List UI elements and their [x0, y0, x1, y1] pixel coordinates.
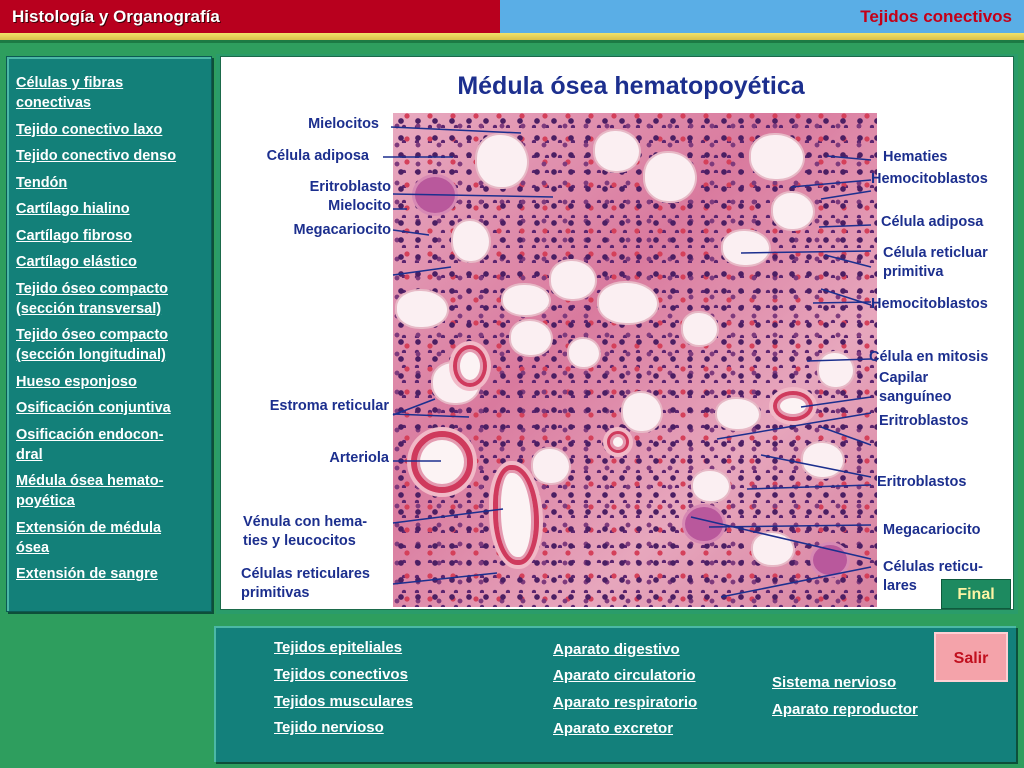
adipose-cell: [723, 231, 769, 265]
page-title: Médula ósea hematopoyética: [457, 72, 805, 100]
sidebar-item-cartilago-fibroso[interactable]: Cartílago fibroso: [16, 227, 133, 244]
label-mielocitos: Mielocitos: [308, 116, 379, 132]
label-celulas-reticulares: Células reticu- lares: [883, 559, 983, 594]
adipose-cell: [803, 443, 843, 477]
capillary: [773, 391, 813, 421]
adipose-cell: [819, 353, 853, 387]
label-mielocito: Mielocito: [328, 198, 391, 214]
sidebar-item-cartilago-hialino[interactable]: Cartílago hialino: [16, 201, 130, 217]
adipose-cell: [533, 449, 569, 483]
adipose-cell: [503, 285, 549, 315]
nav-aparato-excretor[interactable]: Aparato excretor: [553, 720, 674, 737]
sidebar-item-osificacion-conjuntiva[interactable]: Osificación conjuntiva: [16, 400, 171, 416]
content-area: [220, 56, 1014, 610]
label-celula-adiposa-left: Célula adiposa: [266, 148, 369, 164]
header-divider-shadow: [0, 40, 1024, 43]
adipose-cell: [569, 339, 599, 367]
sidebar-item-tejido-denso[interactable]: Tejido conectivo denso: [16, 148, 177, 164]
adipose-cell: [645, 153, 695, 201]
app-title: Histología y Organografía: [12, 7, 220, 26]
sidebar-item-celulas-fibras[interactable]: Células y fibras conectivas: [16, 75, 124, 111]
adipose-cell: [511, 321, 551, 355]
label-celulas-reticulares-primitivas: Células reticulares primitivas: [241, 566, 370, 601]
label-celula-adiposa-right: Célula adiposa: [881, 214, 984, 230]
sidebar-item-tendon[interactable]: Tendón: [16, 174, 68, 191]
nav-sistema-nervioso[interactable]: Sistema nervioso: [772, 674, 897, 691]
sidebar-item-oseo-transversal[interactable]: Tejido óseo compacto (sección transversal): [16, 280, 169, 317]
nav-aparato-reproductor[interactable]: Aparato reproductor: [772, 701, 918, 718]
sidebar: [6, 56, 212, 612]
nav-tejido-nervioso[interactable]: Tejido nervioso: [274, 719, 384, 736]
label-hemocitoblastos-2: Hemocitoblastos: [871, 296, 988, 312]
sidebar-item-hueso-esponjoso[interactable]: Hueso esponjoso: [16, 373, 137, 390]
adipose-cell: [717, 399, 759, 429]
sidebar-item-cartilago-elastico[interactable]: Cartílago elástico: [16, 254, 137, 270]
adipose-cell: [477, 135, 527, 187]
label-arteriola: Arteriola: [329, 450, 389, 466]
adipose-cell: [693, 471, 729, 501]
nav-aparato-digestivo[interactable]: Aparato digestivo: [553, 641, 680, 658]
label-venula: Vénula con hema- ties y leucocitos: [243, 514, 368, 549]
venule: [493, 465, 539, 565]
adipose-cell: [683, 313, 717, 345]
label-estroma-reticular: Estroma reticular: [269, 398, 389, 414]
content-panel: [216, 54, 1018, 614]
bottom-nav: [214, 626, 1016, 762]
adipose-cell: [773, 193, 813, 229]
adipose-cell: [551, 261, 595, 299]
sidebar-item-extension-medula[interactable]: Extensión de médula ósea: [16, 519, 162, 556]
sidebar-item-extension-sangre[interactable]: Extensión de sangre: [16, 566, 158, 582]
section-title: Tejidos conectivos: [860, 7, 1012, 26]
adipose-cell: [751, 135, 803, 179]
nav-tejidos-epiteliales[interactable]: Tejidos epiteliales: [274, 639, 403, 656]
arteriole: [411, 431, 473, 493]
label-celula-reticular-primitiva: Célula reticluar primitiva: [883, 245, 988, 280]
adipose-cell: [753, 533, 793, 565]
capillary: [607, 431, 629, 453]
sidebar-item-medula-osea[interactable]: Médula ósea hemato- poyética: [16, 473, 164, 509]
megakaryocyte: [813, 545, 847, 575]
nav-tejidos-musculares[interactable]: Tejidos musculares: [274, 693, 413, 710]
blood-vessel: [453, 345, 487, 387]
final-button[interactable]: Final: [941, 579, 1011, 609]
label-celula-mitosis: Célula en mitosis: [869, 349, 989, 365]
adipose-cell: [623, 393, 661, 431]
label-hematies: Hematies: [883, 149, 948, 165]
label-capilar-sanguineo: Capilar sanguíneo: [879, 370, 952, 405]
sidebar-item-oseo-longitudinal[interactable]: Tejido óseo compacto (sección longitudinal): [16, 327, 169, 363]
header-right: [500, 0, 1024, 33]
exit-button[interactable]: Salir: [934, 632, 1008, 682]
nav-tejidos-conectivos[interactable]: Tejidos conectivos: [274, 666, 408, 683]
adipose-cell: [397, 291, 447, 327]
label-eritroblasto: Eritroblasto: [309, 179, 391, 195]
label-eritroblastos-2: Eritroblastos: [877, 474, 967, 490]
adipose-cell: [599, 283, 657, 323]
sidebar-item-tejido-laxo[interactable]: Tejido conectivo laxo: [16, 121, 163, 138]
header-left: [0, 0, 500, 33]
sidebar-item-osificacion-endocondral[interactable]: Osificación endocon- dral: [16, 426, 164, 463]
label-megacariocito-left: Megacariocito: [293, 222, 391, 238]
nav-aparato-circulatorio[interactable]: Aparato circulatorio: [553, 667, 696, 684]
label-megacariocito-right: Megacariocito: [883, 522, 981, 538]
header-divider: [0, 33, 1024, 40]
nav-aparato-respiratorio[interactable]: Aparato respiratorio: [553, 694, 698, 711]
adipose-cell: [453, 221, 489, 261]
adipose-cell: [595, 131, 639, 171]
megakaryocyte: [415, 177, 455, 213]
label-eritroblastos-1: Eritroblastos: [879, 413, 969, 429]
label-hemocitoblastos-1: Hemocitoblastos: [871, 171, 988, 187]
micrograph-image: [393, 113, 877, 607]
megakaryocyte: [685, 507, 723, 541]
